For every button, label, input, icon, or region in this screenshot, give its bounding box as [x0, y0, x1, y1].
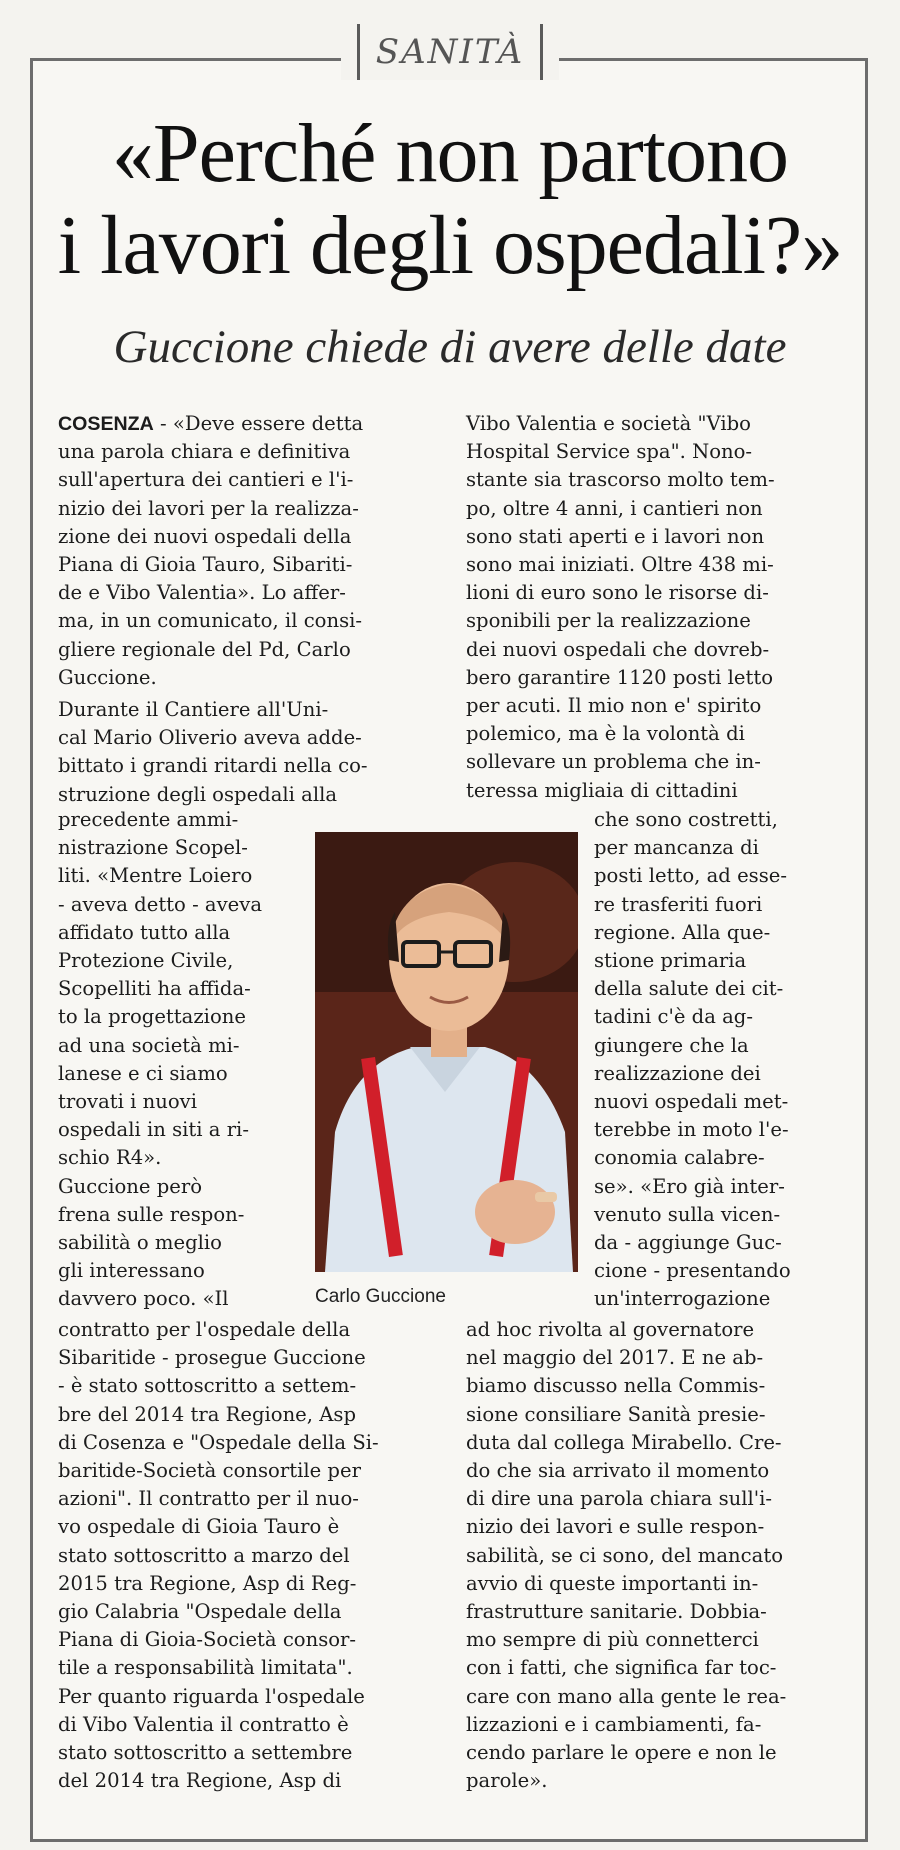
- portrait-photo: [315, 832, 578, 1272]
- section-label: SANITÀ: [375, 32, 525, 72]
- paragraph-3-continued: contratto per l'ospedale della Sibaritide - prosegue Guccione - è stato sottoscritto a settem- bre del 2014 tra Regione, Asp di Cosenza e "Ospedale della Si- baritide-Società consortile per azioni". Il contratto per il nuo- vo ospedale di Gioia Tauro è stato sottoscritto a marzo del 2015 tra Regione, Asp di Reg- gio Calabria "Ospedale della Piana di Gioia-Società consor- tile a responsabilità limitata". Per quanto riguarda l'ospedale di Vibo Valentia il contratto è stato sottoscritto a settembre del 2014 tra Regione, Asp di: [58, 1318, 379, 1793]
- divider: [540, 24, 543, 80]
- headline: «Perché non partono i lavori degli ospedali?»: [57, 107, 843, 292]
- dateline: COSENZA: [58, 413, 154, 435]
- paragraph-1: COSENZA - «Deve essere detta una parola chiara e definitiva sull'apertura dei cantieri e l'i- nizio dei lavori per la realizza- zione dei nuovi ospedali della Piana di Gioia Tauro, Sibariti- de e Vibo Valentia». Lo affer- ma, in un comunicato, il consi- gliere regionale del Pd, Carlo Guccione.: [58, 412, 364, 689]
- paragraph-3-wrapped: precedente ammi- nistrazione Scopel- liti. «Mentre Loiero - aveva detto - aveva affidato tutto alla Protezione Civile, Scopelliti ha affida- to la progettazione ad una società mi- lanese e ci siamo trovati i nuovi ospedali in siti a ri- schio R4». Guccione però frena sulle respon- sabilità o meglio gli interessano davvero poco. «Il: [58, 808, 263, 1311]
- section-header: [0, 22, 900, 82]
- paragraph-5-continued: ad hoc rivolta al governatore nel maggio del 2017. E ne ab- biamo discusso nella Commis- sione consiliare Sanità presie- duta dal collega Mirabello. Cre- do che sia arrivato il momento di dire una parola chiara sull'i- nizio dei lavori e sulle respon- sabilità, se ci sono, del mancato avvio di queste importanti in- frastrutture sanitarie. Dobbia- mo sempre di più connetterci con i fatti, che significa far toc- care con mano alla gente le rea- lizzazioni e i cambiamenti, fa- cendo parlare le opere e non le parole».: [466, 1318, 787, 1793]
- subheadline: Guccione chiede di avere delle date: [113, 321, 787, 373]
- paragraph-5-wrapped: che sono costretti, per mancanza di posti letto, ad esse- re trasferiti fuori regione. Alla que- stione primaria della salute dei cit- tadini c'è da ag- giungere che la realizzazione dei nuovi ospedali met- terebbe in moto l'e- conomia calabre- se». «Ero già inter- venuto sulla vicen- da - aggiunge Guc- cione - presentando un'interrogazione: [594, 808, 791, 1311]
- photo-caption: Carlo Guccione: [315, 1286, 446, 1307]
- divider: [357, 24, 360, 80]
- paragraph-2: Durante il Cantiere all'Uni- cal Mario Oliverio aveva adde- bittato i grandi ritardi nella co- struzione degli ospedali alla: [58, 698, 368, 806]
- paragraph-4: Vibo Valentia e società "Vibo Hospital Service spa". Nono- stante sia trascorso molto tem- po, oltre 4 anni, i cantieri non sono stati aperti e i lavori non sono mai iniziati. Oltre 438 mi- lioni di euro sono le risorse di- sponibili per la realizzazione dei nuovi ospedali che dovreb- bero garantire 1120 posti letto per acuti. Il mio non e' spirito polemico, ma è la volontà di sollevare un problema che in- teressa migliaia di cittadini: [466, 412, 775, 802]
